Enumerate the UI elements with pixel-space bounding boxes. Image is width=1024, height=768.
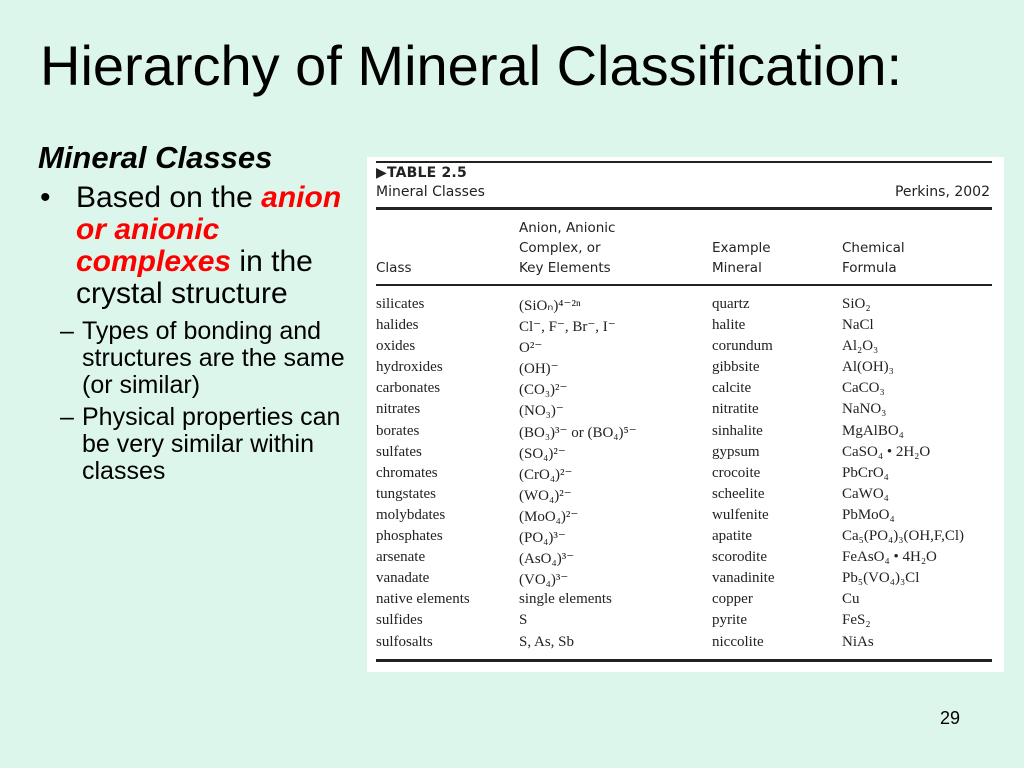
cell-example: corundum (712, 338, 773, 355)
cell-class: native elements (376, 591, 470, 608)
cell-class: arsenate (376, 549, 426, 566)
table-row (376, 336, 992, 357)
header-class: Class (376, 260, 412, 276)
header-formula-line: Formula (842, 260, 897, 276)
table-row (376, 315, 992, 336)
cell-formula: Cu (842, 591, 860, 608)
page-number: 29 (940, 708, 961, 728)
cell-formula: FeS₂ (842, 612, 871, 629)
table-body (376, 294, 992, 653)
table-row (376, 463, 992, 484)
cell-example: apatite (712, 528, 752, 545)
header-anion-line: Complex, or (519, 240, 601, 256)
mineral-classes-heading: Mineral Classes (38, 140, 273, 175)
cell-formula: PbMoO₄ (842, 506, 895, 523)
header-formula (842, 238, 905, 278)
cell-formula: CaSO₄ • 2H₂O (842, 443, 931, 460)
cell-example: scorodite (712, 549, 767, 566)
cell-formula: CaWO₄ (842, 485, 889, 502)
cell-example: scheelite (712, 485, 765, 502)
dash-marker: – (60, 403, 74, 431)
bullet-highlight: anion or anionic complexes (76, 181, 342, 278)
table-row (376, 632, 992, 653)
cell-example: copper (712, 591, 753, 608)
table-row (376, 610, 992, 631)
header-anion (519, 218, 615, 278)
table-row (376, 399, 992, 420)
table-row (376, 378, 992, 399)
cell-example: sinhalite (712, 422, 763, 439)
cell-formula: CaCO₃ (842, 380, 885, 397)
mineral-classes-table (367, 157, 1004, 672)
table-row (376, 505, 992, 526)
header-example-line: Example (712, 240, 771, 256)
table-row (376, 357, 992, 378)
sub-bullet-text: Physical properties can be very similar within classes (82, 403, 341, 485)
cell-class: borates (376, 422, 420, 439)
cell-class: vanadate (376, 570, 430, 587)
cell-anion: Cl⁻, F⁻, Br⁻, I⁻ (519, 319, 616, 336)
cell-class: halides (376, 317, 419, 334)
cell-example: crocoite (712, 464, 761, 481)
table-row (376, 568, 992, 589)
table-row (376, 484, 992, 505)
cell-anion: (WO₄)²⁻ (519, 487, 572, 504)
header-example-line: Mineral (712, 260, 762, 276)
cell-example: quartz (712, 296, 750, 312)
cell-class: nitrates (376, 401, 421, 418)
table-row (376, 526, 992, 547)
cell-example: halite (712, 317, 746, 334)
table-label: ▶TABLE 2.5 (376, 165, 467, 181)
cell-formula: NiAs (842, 633, 874, 650)
sub-bullet-1 (38, 318, 358, 399)
cell-formula: Al₂O₃ (842, 338, 879, 355)
table-bottom-rule (376, 659, 992, 662)
cell-class: phosphates (376, 528, 443, 545)
cell-formula: Ca₅(PO₄)₃(OH,F,Cl) (842, 528, 964, 545)
slide-title: Hierarchy of Mineral Classification: (40, 34, 903, 97)
cell-class: sulfosalts (376, 633, 433, 650)
cell-anion: (BO₃)³⁻ or (BO₄)⁵⁻ (519, 424, 637, 441)
cell-anion: (CO₃)²⁻ (519, 382, 568, 399)
cell-example: vanadinite (712, 570, 775, 587)
cell-anion: S, As, Sb (519, 633, 575, 650)
table-source: Perkins, 2002 (894, 184, 990, 200)
table-row (376, 547, 992, 568)
cell-class: oxides (376, 338, 416, 355)
sub-bullet-2 (38, 404, 358, 485)
sub-bullet-text: Types of bonding and structures are the same (or similar) (82, 317, 345, 399)
bullet-text-post: in the crystal structure (76, 245, 313, 310)
cell-anion: (MoO₄)²⁻ (519, 508, 579, 525)
cell-example: gypsum (712, 443, 760, 460)
left-text-column (38, 140, 358, 490)
cell-formula: SiO₂ (842, 296, 871, 312)
cell-anion: single elements (519, 591, 612, 608)
table-top-rule (376, 161, 992, 163)
cell-anion: O²⁻ (519, 340, 543, 357)
table-header-bottom-rule (376, 284, 992, 286)
table-row (376, 589, 992, 610)
table-row (376, 421, 992, 442)
bullet-marker: • (40, 181, 51, 214)
cell-class: hydroxides (376, 359, 443, 376)
sub-bullet-list (38, 318, 358, 485)
table-caption: Mineral Classes (376, 184, 485, 200)
header-example (712, 238, 771, 278)
cell-example: gibbsite (712, 359, 760, 376)
header-anion-line: Key Elements (519, 260, 611, 276)
cell-class: carbonates (376, 380, 441, 397)
cell-example: pyrite (712, 612, 747, 629)
cell-class: tungstates (376, 485, 436, 502)
cell-anion: (VO₄)³⁻ (519, 572, 569, 589)
table-row (376, 442, 992, 463)
cell-anion: (SO₄)²⁻ (519, 445, 566, 462)
cell-formula: PbCrO₄ (842, 464, 889, 481)
cell-anion: (PO₄)³⁻ (519, 530, 566, 547)
cell-example: nitratite (712, 401, 759, 418)
header-anion-line: Anion, Anionic (519, 220, 616, 236)
cell-formula: NaNO₃ (842, 401, 887, 418)
cell-class: sulfides (376, 612, 423, 629)
cell-class: silicates (376, 296, 425, 312)
cell-anion: (SiOₙ)⁴⁻²ⁿ (519, 298, 581, 314)
cell-anion: S (519, 612, 528, 629)
cell-formula: FeAsO₄ • 4H₂O (842, 549, 937, 566)
header-formula-line: Chemical (842, 240, 905, 256)
cell-anion: (NO₃)⁻ (519, 403, 564, 420)
cell-anion: (CrO₄)²⁻ (519, 466, 573, 483)
main-bullet (38, 182, 358, 310)
cell-anion: (AsO₄)³⁻ (519, 551, 575, 568)
cell-formula: Pb₅(VO₄)₃Cl (842, 570, 920, 587)
bullet-text-pre: Based on the (76, 181, 262, 214)
table-row (376, 294, 992, 315)
cell-example: wulfenite (712, 506, 769, 523)
cell-formula: NaCl (842, 317, 874, 334)
dash-marker: – (60, 317, 74, 345)
cell-class: chromates (376, 464, 438, 481)
cell-anion: (OH)⁻ (519, 361, 559, 378)
cell-class: sulfates (376, 443, 422, 460)
cell-example: calcite (712, 380, 752, 397)
cell-formula: Al(OH)₃ (842, 359, 894, 376)
table-header-top-rule (376, 207, 992, 210)
cell-formula: MgAlBO₄ (842, 422, 904, 439)
cell-example: niccolite (712, 633, 764, 650)
cell-class: molybdates (376, 506, 446, 523)
